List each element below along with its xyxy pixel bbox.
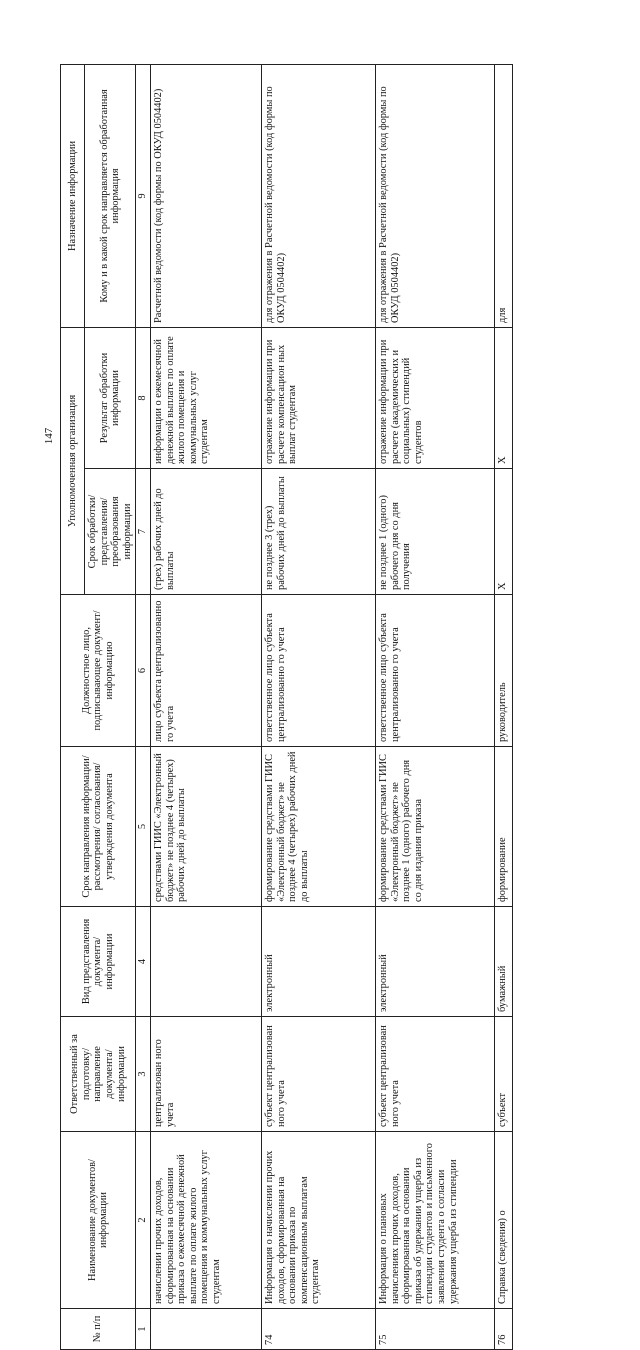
cell-term: формирование xyxy=(494,747,512,907)
cell-type xyxy=(150,907,261,1017)
cell-official: ответственное лицо субъекта централизованно го учета xyxy=(261,595,375,747)
column-number: 8 xyxy=(136,327,151,468)
header-term: Срок направления информации/ рассмотрения/ согласования/ утверждения документа xyxy=(61,747,136,907)
header-official: Должностное лицо, подписывающее документ/ информацию xyxy=(61,595,136,747)
cell-result: отражение информации при расчете (академических и социальных) стипендий студентов xyxy=(375,327,494,468)
page-number: 147 xyxy=(43,427,55,445)
cell-term: формирование средствами ГИИС «Электронный бюджет» не позднее 4 (четырех) рабочих дней до выплаты xyxy=(261,747,375,907)
cell-result: информации о ежемесячной денежной выплате по оплате жилого помещения и коммунальных услуг студентам xyxy=(150,327,261,468)
header-type: Вид представления документа/ информации xyxy=(61,907,136,1017)
cell-to-whom: для xyxy=(494,64,512,327)
column-number: 7 xyxy=(136,469,151,595)
cell-type: электронный xyxy=(261,907,375,1017)
column-number: 1 xyxy=(136,1309,151,1350)
table-row xyxy=(375,64,494,1349)
header-responsible: Ответственный за подготовку/ направление документа/ информации xyxy=(61,1017,136,1132)
cell-to-whom: Расчетной ведомости (код формы по ОКУД 0504402) xyxy=(150,64,261,327)
header-authorized-org: Уполномоченная организация xyxy=(61,327,85,594)
cell-name: Информация о плановых начислениях прочих доходов, сформированная на основании приказа об удержании ущерба из стипендии студентов и письменного заявления студента о согласии удержания ущерба из стипендии xyxy=(375,1132,494,1309)
column-number: 6 xyxy=(136,595,151,747)
cell-result: отражение информации при расчете компенсацион ных выплат студентам xyxy=(261,327,375,468)
cell-official: руководитель xyxy=(494,595,512,747)
cell-type: электронный xyxy=(375,907,494,1017)
cell-official: ответственное лицо субъекта централизованно го учета xyxy=(375,595,494,747)
cell-official: лицо субъекта централизованно го учета xyxy=(150,595,261,747)
column-number: 2 xyxy=(136,1132,151,1309)
rotated-table-container xyxy=(60,65,508,1350)
header-result: Результат обработки информации xyxy=(85,327,136,468)
cell-type: бумажный xyxy=(494,907,512,1017)
cell-to-whom: для отражения в Расчетной ведомости (код формы по ОКУД 0504402) xyxy=(375,64,494,327)
table-row xyxy=(261,64,375,1349)
document-table xyxy=(60,64,513,1350)
cell-term: формирование средствами ГИИС «Электронный бюджет» не позднее 1 (одного) рабочего дня со дня издания приказа xyxy=(375,747,494,907)
column-number: 3 xyxy=(136,1017,151,1132)
cell-no: 75 xyxy=(375,1309,494,1350)
cell-processing-term: не позднее 1 (одного) рабочего дня со дня получения xyxy=(375,469,494,595)
cell-name: Справка (сведения) о xyxy=(494,1132,512,1309)
cell-name: начислении прочих доходов, сформированная на основании приказа о ежемесячной денежной выплате по оплате жилого помещения и коммунальных услуг студентам xyxy=(150,1132,261,1309)
header-processing-term: Срок обработки/ представления/ преобразования информации xyxy=(85,469,136,595)
cell-name: Информация о начислении прочих доходов, сформированная на основании приказа по компенсационным выплатам студентам xyxy=(261,1132,375,1309)
cell-responsible: субъект централизован ного учета xyxy=(375,1017,494,1132)
header-to-whom: Кому и в какой срок направляется обработанная информация xyxy=(85,64,136,327)
cell-responsible: субъект централизован ного учета xyxy=(261,1017,375,1132)
cell-no xyxy=(150,1309,261,1350)
cell-processing-term: X xyxy=(494,469,512,595)
table-row xyxy=(494,64,512,1349)
header-purpose: Назначение информации xyxy=(61,64,85,327)
cell-no: 74 xyxy=(261,1309,375,1350)
cell-no: 76 xyxy=(494,1309,512,1350)
cell-result: X xyxy=(494,327,512,468)
header-no: № п/п xyxy=(61,1309,136,1350)
cell-responsible: субъект xyxy=(494,1017,512,1132)
column-number: 9 xyxy=(136,64,151,327)
table-row xyxy=(150,64,261,1349)
cell-term: средствами ГИИС «Электронный бюджет» не позднее 4 (четырех) рабочих дней до выплаты xyxy=(150,747,261,907)
cell-processing-term: не позднее 3 (трех) рабочих дней до выплаты xyxy=(261,469,375,595)
cell-processing-term: (трех) рабочих дней до выплаты xyxy=(150,469,261,595)
header-name: Наименование документов/ информации xyxy=(61,1132,136,1309)
column-number: 4 xyxy=(136,907,151,1017)
cell-responsible: централизован ного учета xyxy=(150,1017,261,1132)
cell-to-whom: для отражения в Расчетной ведомости (код формы по ОКУД 0504402) xyxy=(261,64,375,327)
column-number: 5 xyxy=(136,747,151,907)
